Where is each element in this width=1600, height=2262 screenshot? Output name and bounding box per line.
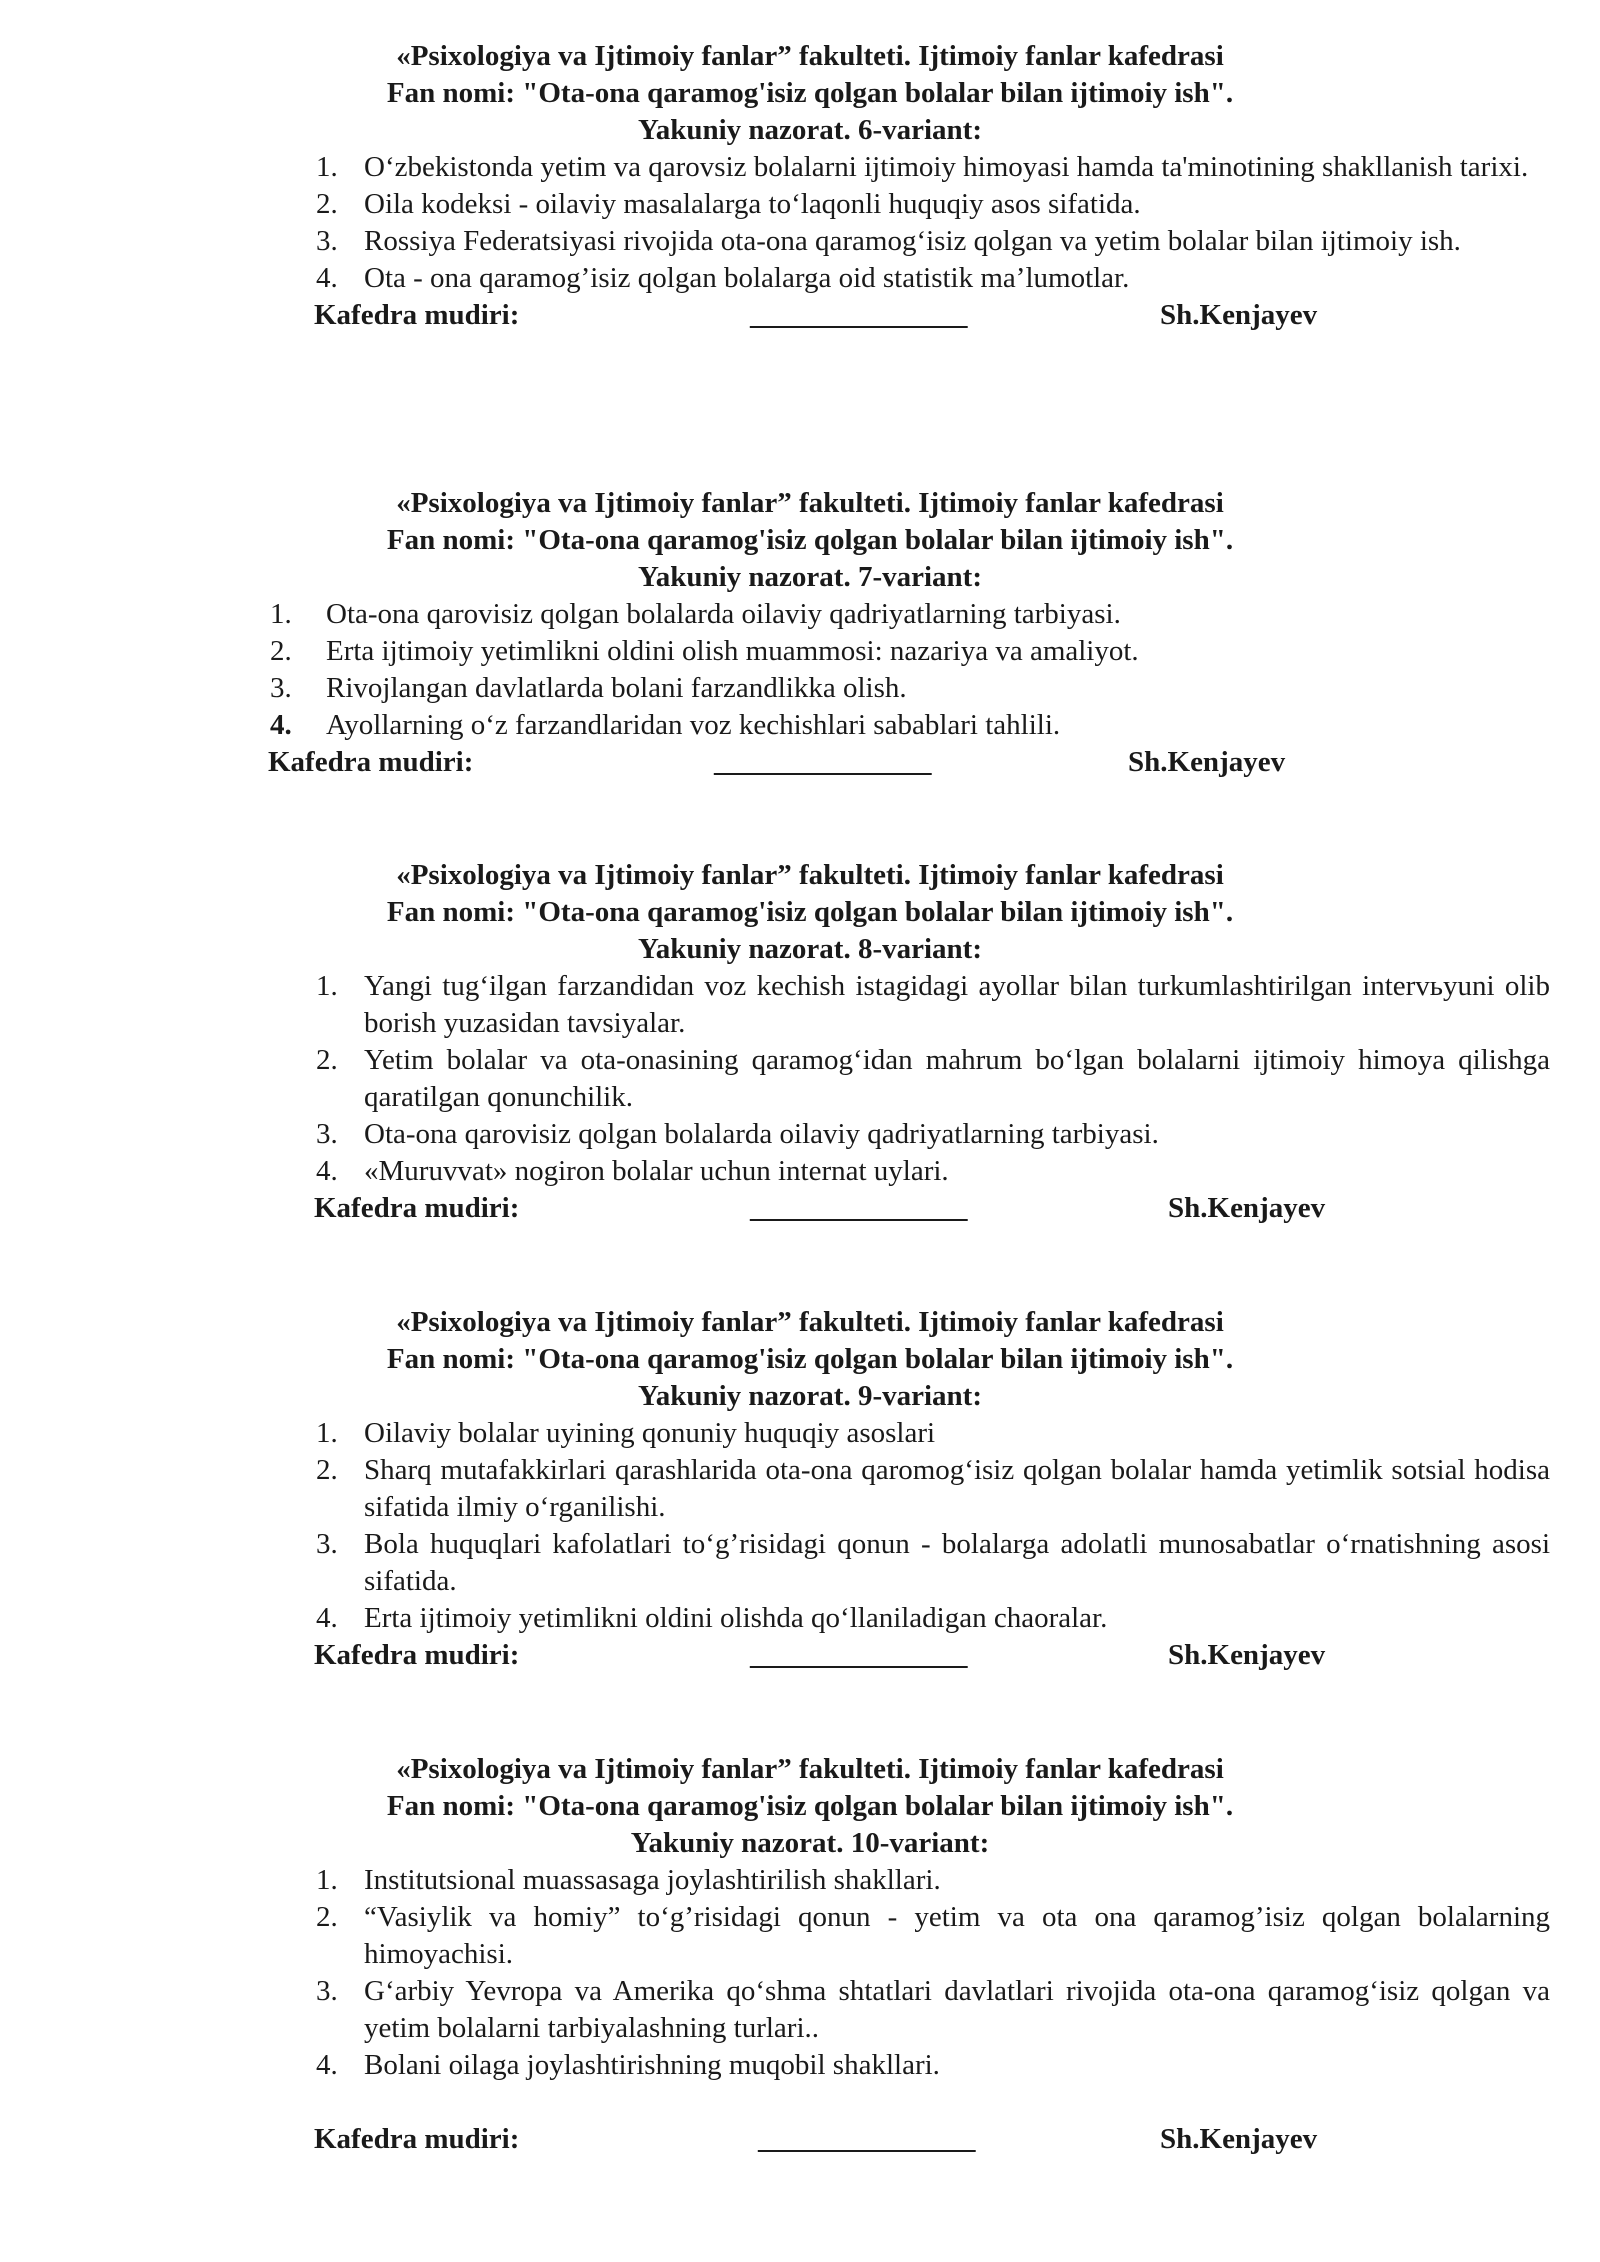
question-text: Yangi tug‘ilgan farzandidan voz kechish istagidagi ayollar bilan turkumlashtirilgan intervьyuni olib borish yuzasidan tavsiyalar. — [364, 970, 1550, 1039]
faculty-title: «Psixologiya va Ijtimoiy fanlar” fakulteti. Ijtimoiy fanlar kafedrasi — [396, 1753, 1224, 1785]
question-number: 4. — [316, 1602, 338, 1634]
variant-header — [0, 485, 1600, 596]
variant-title: Yakuniy nazorat. 6-variant: — [638, 114, 982, 146]
head-label: Kafedra mudiri: — [314, 2123, 520, 2155]
question-list — [316, 1415, 1550, 1637]
question-item — [316, 1042, 1550, 1116]
question-item — [316, 2047, 1550, 2084]
variant-9-block — [0, 1304, 1600, 1674]
question-list — [316, 968, 1550, 1190]
question-text: Sharq mutafakkirlari qarashlarida ota-ona qaromog‘isiz qolgan bolalar hamda yetimlik sotsial hodisa sifatida ilmiy o‘rganilishi. — [364, 1454, 1550, 1523]
variant-6-block — [0, 38, 1600, 334]
signature-row — [0, 744, 1600, 781]
question-text: Bola huquqlari kafolatlari to‘g’risidagi qonun - bolalarga adolatli munosabatlar o‘rnatishning asosi sifatida. — [364, 1528, 1550, 1597]
question-number: 4. — [316, 2049, 338, 2081]
question-number: 3. — [316, 1528, 338, 1560]
question-number: 2. — [270, 635, 292, 667]
question-item — [316, 1862, 1550, 1899]
signature-line: _______________ — [758, 2123, 976, 2155]
question-item — [316, 260, 1550, 297]
question-item — [270, 707, 1550, 744]
signature-row — [0, 2121, 1600, 2158]
question-text: Yetim bolalar va ota-onasining qaramog‘idan mahrum bo‘lgan bolalarni ijtimoiy himoya qilishga qaratilgan qonunchilik. — [364, 1044, 1550, 1113]
question-number: 1. — [270, 598, 292, 630]
variant-10-block — [0, 1751, 1600, 2158]
question-number: 3. — [316, 225, 338, 257]
head-label: Kafedra mudiri: — [268, 746, 474, 778]
question-item — [270, 670, 1550, 707]
question-text: Institutsional muassasaga joylashtirilish shakllari. — [364, 1864, 941, 1896]
faculty-title: «Psixologiya va Ijtimoiy fanlar” fakulteti. Ijtimoiy fanlar kafedrasi — [396, 1306, 1224, 1338]
variant-header — [0, 857, 1600, 968]
question-item — [316, 1153, 1550, 1190]
question-item — [316, 1116, 1550, 1153]
head-label: Kafedra mudiri: — [314, 1639, 520, 1671]
question-number: 2. — [316, 188, 338, 220]
signature-line: _______________ — [750, 1192, 968, 1224]
subject-title: Fan nomi: "Ota-ona qaramog'isiz qolgan bolalar bilan ijtimoiy ish". — [386, 77, 1234, 109]
question-text: Erta ijtimoiy yetimlikni oldini olishda qo‘llaniladigan chaoralar. — [364, 1602, 1108, 1634]
question-number: 1. — [316, 1864, 338, 1896]
question-item — [316, 1526, 1550, 1600]
signature-line: _______________ — [750, 1639, 968, 1671]
question-item — [270, 596, 1550, 633]
faculty-title: «Psixologiya va Ijtimoiy fanlar” fakulteti. Ijtimoiy fanlar kafedrasi — [396, 40, 1224, 72]
variant-title: Yakuniy nazorat. 7-variant: — [638, 561, 982, 593]
question-item — [316, 1973, 1550, 2047]
question-item — [316, 149, 1550, 186]
question-text: Ota-ona qarovisiz qolgan bolalarda oilaviy qadriyatlarning tarbiyasi. — [326, 598, 1121, 630]
subject-title: Fan nomi: "Ota-ona qaramog'isiz qolgan bolalar bilan ijtimoiy ish". — [386, 896, 1234, 928]
question-number: 3. — [270, 672, 292, 704]
question-item — [316, 1899, 1550, 1973]
question-text: Erta ijtimoiy yetimlikni oldini olish muammosi: nazariya va amaliyot. — [326, 635, 1139, 667]
question-text: Ota - ona qaramog’isiz qolgan bolalarga oid statistik ma’lumotlar. — [364, 262, 1130, 294]
question-number: 3. — [316, 1975, 338, 2007]
question-text: O‘zbekistonda yetim va qarovsiz bolalarni ijtimoiy himoyasi hamda ta'minotining shakllanish tarixi. — [364, 151, 1529, 183]
question-list — [316, 149, 1550, 297]
faculty-title: «Psixologiya va Ijtimoiy fanlar” fakulteti. Ijtimoiy fanlar kafedrasi — [396, 859, 1224, 891]
question-item — [316, 223, 1550, 260]
signature-row — [0, 297, 1600, 334]
question-number: 4. — [316, 1155, 338, 1187]
head-label: Kafedra mudiri: — [314, 1192, 520, 1224]
question-number: 2. — [316, 1044, 338, 1076]
question-item — [316, 1452, 1550, 1526]
variant-title: Yakuniy nazorat. 9-variant: — [638, 1380, 982, 1412]
variant-title: Yakuniy nazorat. 10-variant: — [630, 1827, 990, 1859]
question-number: 2. — [316, 1454, 338, 1486]
head-name: Sh.Kenjayev — [1168, 1192, 1326, 1224]
head-name: Sh.Kenjayev — [1168, 1639, 1326, 1671]
question-number: 2. — [316, 1901, 338, 1933]
question-number: 4. — [316, 262, 338, 294]
question-list — [270, 596, 1550, 744]
question-text: G‘arbiy Yevropa va Amerika qo‘shma shtatlari davlatlari rivojida ota-ona qaramog‘isiz qolgan va yetim bolalarni tarbiyalashning turlari.. — [364, 1975, 1550, 2044]
head-label: Kafedra mudiri: — [314, 299, 520, 331]
question-item — [316, 1415, 1550, 1452]
question-text: Ayollarning o‘z farzandlaridan voz kechishlari sabablari tahlili. — [326, 709, 1061, 741]
faculty-title: «Psixologiya va Ijtimoiy fanlar” fakulteti. Ijtimoiy fanlar kafedrasi — [396, 487, 1224, 519]
variant-8-block — [0, 857, 1600, 1227]
signature-line: _______________ — [750, 299, 968, 331]
subject-title: Fan nomi: "Ota-ona qaramog'isiz qolgan bolalar bilan ijtimoiy ish". — [386, 524, 1234, 556]
signature-line: _______________ — [714, 746, 932, 778]
question-item — [316, 186, 1550, 223]
question-number: 4. — [270, 709, 292, 741]
question-text: Bolani oilaga joylashtirishning muqobil shakllari. — [364, 2049, 940, 2081]
question-number: 1. — [316, 970, 338, 1002]
variant-header — [0, 1751, 1600, 1862]
question-text: Ota-ona qarovisiz qolgan bolalarda oilaviy qadriyatlarning tarbiyasi. — [364, 1118, 1159, 1150]
question-number: 3. — [316, 1118, 338, 1150]
signature-row — [0, 1637, 1600, 1674]
question-text: Rossiya Federatsiyasi rivojida ota-ona qaramog‘isiz qolgan va yetim bolalar bilan ijtimoiy ish. — [364, 225, 1461, 257]
question-text: “Vasiylik va homiy” to‘g’risidagi qonun - yetim va ota ona qaramog’isiz qolgan bolalarning himoyachisi. — [364, 1901, 1550, 1970]
variant-title: Yakuniy nazorat. 8-variant: — [638, 933, 982, 965]
question-text: Oila kodeksi - oilaviy masalalarga to‘laqonli huquqiy asos sifatida. — [364, 188, 1141, 220]
question-item — [316, 968, 1550, 1042]
subject-title: Fan nomi: "Ota-ona qaramog'isiz qolgan bolalar bilan ijtimoiy ish". — [386, 1343, 1234, 1375]
question-item — [270, 633, 1550, 670]
question-list — [316, 1862, 1550, 2084]
signature-row — [0, 1190, 1600, 1227]
question-number: 1. — [316, 1417, 338, 1449]
head-name: Sh.Kenjayev — [1160, 2123, 1318, 2155]
head-name: Sh.Kenjayev — [1160, 299, 1318, 331]
head-name: Sh.Kenjayev — [1128, 746, 1286, 778]
variant-7-block — [0, 485, 1600, 781]
question-text: Rivojlangan davlatlarda bolani farzandlikka olish. — [326, 672, 907, 704]
question-text: «Muruvvat» nogiron bolalar uchun internat uylari. — [364, 1155, 949, 1187]
subject-title: Fan nomi: "Ota-ona qaramog'isiz qolgan bolalar bilan ijtimoiy ish". — [386, 1790, 1234, 1822]
question-item — [316, 1600, 1550, 1637]
variant-header — [0, 1304, 1600, 1415]
variant-header — [0, 38, 1600, 149]
question-number: 1. — [316, 151, 338, 183]
question-text: Oilaviy bolalar uyining qonuniy huquqiy asoslari — [364, 1417, 936, 1449]
